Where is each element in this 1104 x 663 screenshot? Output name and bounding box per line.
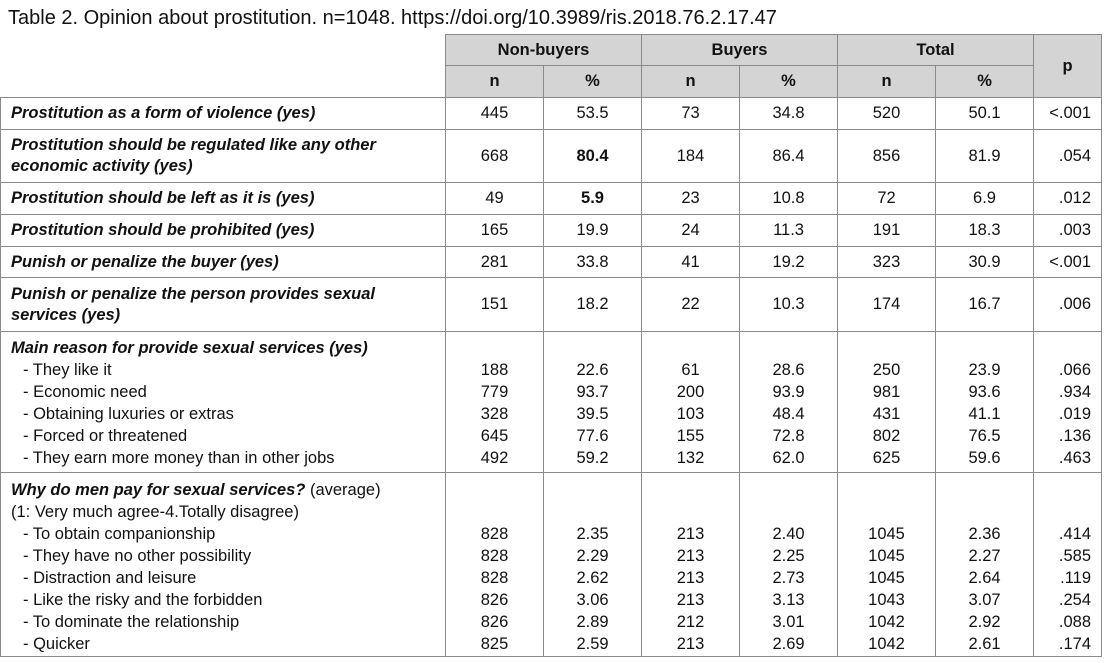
list-item: - They have no other possibility: [23, 547, 252, 565]
cell: 93.7: [576, 383, 609, 401]
cell: 24: [642, 215, 740, 247]
table-row: [1, 247, 1102, 278]
cell: 11.3: [740, 215, 838, 247]
opinion-table: [0, 34, 1102, 657]
cell: 445: [446, 98, 544, 130]
why-col: [740, 473, 838, 657]
cell: 73: [642, 98, 740, 130]
reasons-col: [740, 332, 838, 473]
cell: 174: [838, 278, 936, 332]
list-item: - Obtaining luxuries or extras: [23, 405, 234, 423]
cell: 103: [676, 405, 705, 423]
reasons-col: [642, 332, 740, 473]
cell: 200: [676, 383, 705, 401]
cell: 48.4: [772, 405, 805, 423]
p-value: .585: [1058, 547, 1092, 565]
cell: 2.61: [968, 635, 1001, 653]
row-label: Prostitution as a form of violence (yes): [1, 98, 446, 130]
reasons-col: [544, 332, 642, 473]
row-label: Prostitution should be left as it is (yes): [1, 183, 446, 215]
cell: 2.64: [968, 569, 1001, 587]
cell: 61: [681, 361, 700, 379]
cell: 779: [480, 383, 509, 401]
cell: 33.8: [544, 247, 642, 278]
cell: 856: [838, 130, 936, 183]
cell: 431: [872, 405, 901, 423]
table-caption: Table 2. Opinion about prostitution. n=1048. https://doi.org/10.3989/ris.2018.76.2.17.47: [8, 7, 777, 29]
cell: 30.9: [936, 247, 1034, 278]
cell: 2.27: [968, 547, 1001, 565]
why-col: [1034, 473, 1102, 657]
cell: 191: [838, 215, 936, 247]
reasons-col: [936, 332, 1034, 473]
cell: 981: [872, 383, 901, 401]
cell: 23: [642, 183, 740, 215]
cell: 2.69: [772, 635, 805, 653]
why-col: [838, 473, 936, 657]
cell: 213: [676, 635, 705, 653]
p-value: <.001: [1034, 98, 1102, 130]
header-p: p: [1034, 35, 1102, 98]
cell: 826: [480, 591, 509, 609]
reasons-col: [838, 332, 936, 473]
reasons-section: [1, 332, 1102, 473]
table-row: [1, 98, 1102, 130]
cell: 86.4: [740, 130, 838, 183]
cell: 165: [446, 215, 544, 247]
cell: 3.01: [772, 613, 805, 631]
list-item: - They earn more money than in other jobs: [23, 449, 335, 467]
list-item: - Like the risky and the forbidden: [23, 591, 263, 609]
cell: 59.2: [576, 449, 609, 467]
cell: 41: [642, 247, 740, 278]
reasons-col: [446, 332, 544, 473]
cell: 625: [872, 449, 901, 467]
p-value: .934: [1058, 383, 1092, 401]
cell: 76.5: [968, 427, 1001, 445]
cell: 328: [480, 405, 509, 423]
cell: 323: [838, 247, 936, 278]
p-value: .463: [1058, 449, 1092, 467]
cell: 492: [480, 449, 509, 467]
cell: 22.6: [576, 361, 609, 379]
cell: 18.2: [544, 278, 642, 332]
reasons-col: [1034, 332, 1102, 473]
cell: 826: [480, 613, 509, 631]
cell: 151: [446, 278, 544, 332]
cell: 10.3: [740, 278, 838, 332]
p-value: .088: [1058, 613, 1092, 631]
p-value: .012: [1034, 183, 1102, 215]
cell: 2.36: [968, 525, 1001, 543]
cell: 2.92: [968, 613, 1001, 631]
cell: 1042: [868, 613, 905, 631]
why-col: [544, 473, 642, 657]
cell: 828: [480, 547, 509, 565]
why-col: [642, 473, 740, 657]
cell: 23.9: [968, 361, 1001, 379]
why-section: [1, 473, 1102, 657]
cell: 213: [676, 591, 705, 609]
cell: 155: [676, 427, 705, 445]
cell: 62.0: [772, 449, 805, 467]
cell: 1045: [868, 547, 905, 565]
p-value: .174: [1058, 635, 1092, 653]
cell: 1045: [868, 525, 905, 543]
header-blank: [1, 35, 446, 98]
cell: 10.8: [740, 183, 838, 215]
cell: 2.62: [576, 569, 609, 587]
p-value: <.001: [1034, 247, 1102, 278]
cell: 80.4: [544, 130, 642, 183]
cell: 250: [872, 361, 901, 379]
cell: 3.07: [968, 591, 1001, 609]
cell: 19.9: [544, 215, 642, 247]
p-value: .006: [1034, 278, 1102, 332]
list-item: - Economic need: [23, 383, 147, 401]
reasons-labels: [1, 332, 446, 473]
cell: 18.3: [936, 215, 1034, 247]
cell: 213: [676, 547, 705, 565]
cell: 6.9: [936, 183, 1034, 215]
p-value: .054: [1034, 130, 1102, 183]
cell: 2.35: [576, 525, 609, 543]
cell: 2.40: [772, 525, 805, 543]
cell: 77.6: [576, 427, 609, 445]
table-row: [1, 278, 1102, 332]
p-value: .119: [1060, 569, 1092, 587]
cell: 39.5: [576, 405, 609, 423]
cell: 184: [642, 130, 740, 183]
row-label: Punish or penalize the person provides sexual services (yes): [1, 278, 446, 332]
cell: 2.25: [772, 547, 805, 565]
cell: 212: [676, 613, 705, 631]
list-item: - Forced or threatened: [23, 427, 188, 445]
cell: 188: [480, 361, 509, 379]
list-item: - They like it: [23, 361, 112, 379]
cell: 802: [872, 427, 901, 445]
cell: 53.5: [544, 98, 642, 130]
header-pct: %: [936, 66, 1034, 98]
cell: 19.2: [740, 247, 838, 278]
why-title-suffix: (average): [305, 481, 381, 499]
cell: 28.6: [772, 361, 805, 379]
cell: 22: [642, 278, 740, 332]
cell: 213: [676, 569, 705, 587]
cell: 520: [838, 98, 936, 130]
list-item: - Distraction and leisure: [23, 569, 197, 587]
cell: 34.8: [740, 98, 838, 130]
p-value: .414: [1058, 525, 1092, 543]
cell: 3.06: [576, 591, 609, 609]
why-scale: (1: Very much agree-4.Totally disagree): [11, 503, 299, 521]
header-non-buyers: Non-buyers: [446, 35, 642, 66]
cell: 2.73: [772, 569, 805, 587]
cell: 213: [676, 525, 705, 543]
list-item: - Quicker: [23, 635, 90, 653]
cell: 93.6: [968, 383, 1001, 401]
cell: 2.29: [576, 547, 609, 565]
p-value: .066: [1058, 361, 1092, 379]
cell: 825: [480, 635, 509, 653]
cell: 828: [480, 525, 509, 543]
why-labels: [1, 473, 446, 657]
cell: 132: [676, 449, 705, 467]
cell: 2.89: [576, 613, 609, 631]
cell: 49: [446, 183, 544, 215]
list-item: - To obtain companionship: [23, 525, 216, 543]
list-item: - To dominate the relationship: [23, 613, 240, 631]
cell: 93.9: [772, 383, 805, 401]
cell: 828: [480, 569, 509, 587]
cell: 16.7: [936, 278, 1034, 332]
cell: 2.59: [576, 635, 609, 653]
why-col: [936, 473, 1034, 657]
cell: 668: [446, 130, 544, 183]
cell: 72: [838, 183, 936, 215]
header-buyers: Buyers: [642, 35, 838, 66]
header-n: n: [446, 66, 544, 98]
cell: 72.8: [772, 427, 805, 445]
header-total: Total: [838, 35, 1034, 66]
why-col: [446, 473, 544, 657]
cell: 5.9: [544, 183, 642, 215]
cell: 1042: [868, 635, 905, 653]
cell: 41.1: [968, 405, 1001, 423]
cell: 3.13: [772, 591, 805, 609]
row-label: Prostitution should be regulated like any other economic activity (yes): [1, 130, 446, 183]
table-row: [1, 130, 1102, 183]
row-label: Punish or penalize the buyer (yes): [1, 247, 446, 278]
p-value: .003: [1034, 215, 1102, 247]
header-n: n: [838, 66, 936, 98]
cell: 645: [480, 427, 509, 445]
p-value: .136: [1058, 427, 1092, 445]
cell: 1045: [868, 569, 905, 587]
cell: 81.9: [936, 130, 1034, 183]
header-pct: %: [544, 66, 642, 98]
reasons-title: Main reason for provide sexual services (yes): [11, 339, 368, 357]
header-pct: %: [740, 66, 838, 98]
p-value: .254: [1058, 591, 1092, 609]
row-label: Prostitution should be prohibited (yes): [1, 215, 446, 247]
cell: 281: [446, 247, 544, 278]
table-row: [1, 215, 1102, 247]
cell: 50.1: [936, 98, 1034, 130]
cell: 59.6: [968, 449, 1001, 467]
cell: 1043: [868, 591, 905, 609]
p-value: .019: [1058, 405, 1092, 423]
header-n: n: [642, 66, 740, 98]
table-row: [1, 183, 1102, 215]
why-title: Why do men pay for sexual services?: [11, 481, 306, 499]
